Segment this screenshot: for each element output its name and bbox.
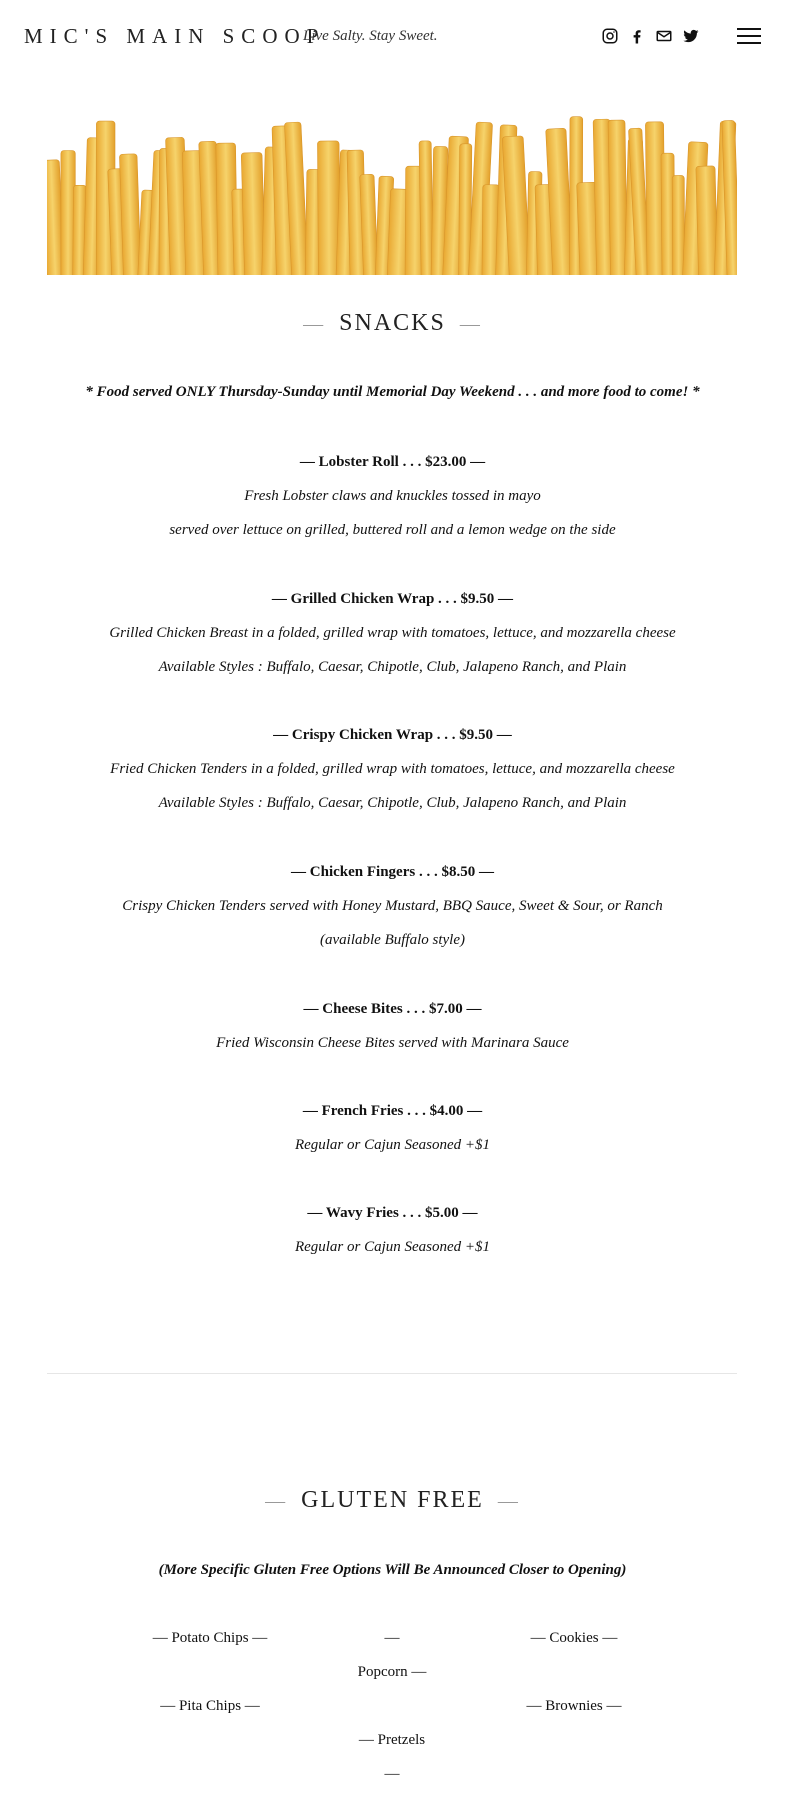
menu-item [0,452,785,554]
menu-item [0,999,785,1067]
menu-item-description: Fried Wisconsin Cheese Bites served with Marinara Sauce [216,1035,569,1051]
menu-item-description: Available Styles : Buffalo, Caesar, Chipotle, Club, Jalapeno Ranch, and Plain [158,795,627,811]
menu-item [0,725,785,827]
menu-item-description: Crispy Chicken Tenders served with Honey Mustard, BBQ Sauce, Sweet & Sour, or Ranch [122,898,663,914]
brand-logo[interactable]: MIC'S MAIN SCOOP [24,24,326,48]
section-divider [47,1373,737,1374]
menu-item [0,862,785,964]
gf-right-item: — Brownies — [526,1698,622,1714]
menu-item [0,1101,785,1169]
menu-item [0,1203,785,1271]
gf-left-item: — Pita Chips — [160,1698,260,1714]
menu-item-title: — Grilled Chicken Wrap . . . $9.50 — [271,591,514,607]
menu-item-title: — Crispy Chicken Wrap . . . $9.50 — [273,727,512,743]
menu-item-description: Grilled Chicken Breast in a folded, grilled wrap with tomatoes, lettuce, and mozzarella cheese [109,625,676,641]
gluten-free-note: (More Specific Gluten Free Options Will Be Announced Closer to Opening) [158,1562,627,1578]
gf-center-item: — [384,1630,400,1646]
menu-item-title: — Chicken Fingers . . . $8.50 — [291,864,494,880]
twitter-icon[interactable] [682,27,700,45]
hamburger-menu-icon[interactable] [737,28,761,46]
gf-center-item: — Pretzels [358,1732,426,1748]
gf-center-item: — [384,1766,400,1782]
menu-item-description: Fried Chicken Tenders in a folded, grilled wrap with tomatoes, lettuce, and mozzarella cheese [110,761,675,777]
gf-right-item: — Cookies — [530,1630,618,1646]
menu-item-title: — Lobster Roll . . . $23.00 — [299,454,486,470]
snacks-title: SNACKS [339,310,446,336]
fries-hero-image [47,103,737,275]
instagram-icon[interactable] [601,27,619,45]
menu-item-title: — Wavy Fries . . . $5.00 — [307,1205,478,1221]
menu-item-description: Regular or Cajun Seasoned +$1 [294,1239,491,1255]
menu-item-description: (available Buffalo style) [320,932,465,948]
snacks-note: * Food served ONLY Thursday-Sunday until Memorial Day Weekend . . . and more food to come! * [85,384,700,400]
menu-item-description: Regular or Cajun Seasoned +$1 [294,1137,491,1153]
french-fry [119,154,141,275]
french-fry [672,175,685,275]
mail-icon[interactable] [655,27,673,45]
menu-item-description: Fresh Lobster claws and knuckles tossed in mayo [244,488,541,504]
gf-left-item: — Potato Chips — [152,1630,268,1646]
menu-item-description: served over lettuce on grilled, buttered roll and a lemon wedge on the side [169,522,616,538]
gluten-free-title: GLUTEN FREE [301,1487,484,1513]
snacks-heading: — SNACKS — [303,310,482,336]
social-links [601,27,700,45]
site-tagline: Live Salty. Stay Sweet. [303,28,438,44]
menu-item [0,589,785,691]
menu-item-title: — French Fries . . . $4.00 — [302,1103,483,1119]
site-header [0,0,785,76]
facebook-icon[interactable] [628,27,646,45]
gluten-free-heading: — GLUTEN FREE — [265,1487,520,1513]
gf-center-item: Popcorn — [357,1664,427,1680]
french-fry [608,120,627,275]
menu-item-title: — Cheese Bites . . . $7.00 — [303,1001,482,1017]
menu-item-description: Available Styles : Buffalo, Caesar, Chipotle, Club, Jalapeno Ranch, and Plain [158,659,627,675]
